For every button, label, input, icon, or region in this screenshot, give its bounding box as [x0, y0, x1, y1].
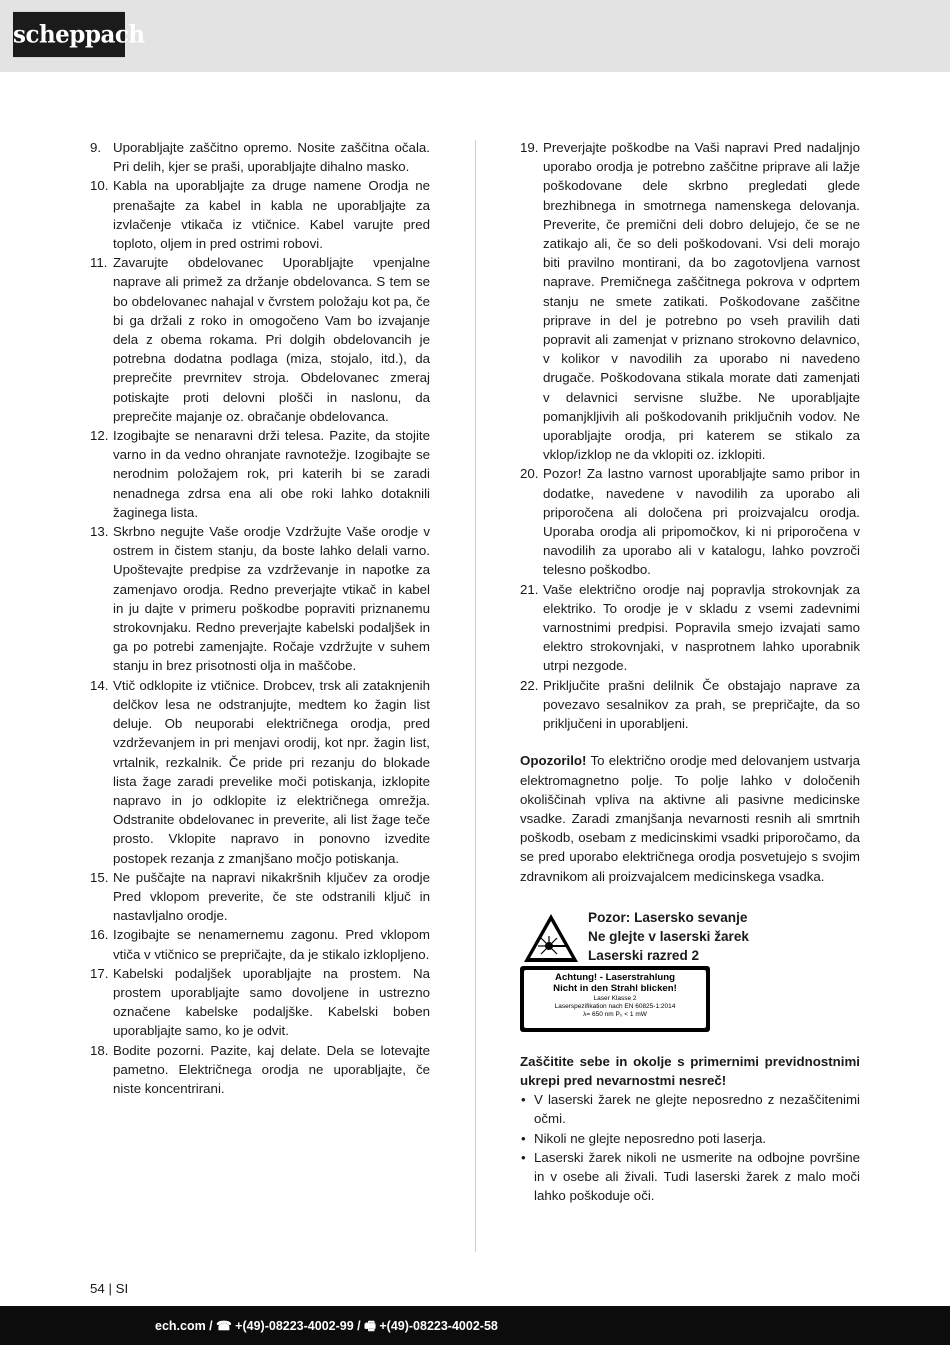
left-column [90, 138, 430, 1098]
list-item: • V laserski žarek ne glejte neposredno z nezaščitenimi očmi. [520, 1090, 860, 1128]
list-item: 15. Ne puščajte na napravi nikakršnih ključev za orodje Pred vklopom preverite, če ste odstranili ključ in nastavljalno orodje. [90, 869, 430, 924]
list-item: 18. Bodite pozorni. Pazite, kaj delate. Dela se lotevajte pametno. Električnega orodja ne uporabljajte, če niste koncentrirani. [90, 1042, 430, 1096]
header-band [0, 0, 950, 72]
page-number: 54 | SI [90, 1281, 129, 1296]
warning-text: To električno orodje med delovanjem ustvarja elektromagnetno polje. To polje lahko v določenih okoliščinah vpliva na aktivne ali pasivne medicinske vsadke. Zaradi zmanjšanja nevarnosti resnih ali smrtnih poškodb, osebam z medicinskimi vsadki priporočamo, da se pred uporabo električnega orodja posvetujejo s svojim zdravnikom ali proizvajalcem medicinskega vsadka. [520, 753, 860, 884]
laser-warning-block [520, 908, 860, 1040]
list-item: 21. Vaše električno orodje naj popravlja strokovnjak za elektriko. To orodje je v skladu z vsemi zadevnimi varnostnimi predpisi. Popravila smejo izvajati samo elektro strokovnjaki, v nasprotnem lahko uporabnik utrpi nezgode. [520, 581, 860, 674]
list-item: • Laserski žarek nikoli ne usmerite na odbojne površine in v osebe ali živali. Tudi laserski žarek z malo moči lahko poškoduje oči. [520, 1148, 860, 1206]
protect-heading: Zaščitite sebe in okolje s primernimi previdnostnimi ukrepi pred nevarnostmi nesreč! [520, 1053, 860, 1088]
right-list [520, 138, 860, 733]
laser-hazard-icon [522, 912, 580, 964]
list-item: • Nikoli ne glejte neposredno poti laserja. [520, 1129, 860, 1148]
list-item: 17. Kabelski podaljšek uporabljajte na prostem. Na prostem uporabljajte samo dovoljene in ustrezno označene kabelske podaljške. Kabelski boben uporabljajte samo, ko je odvit. [90, 965, 430, 1039]
list-item: 13. Skrbno negujte Vaše orodje Vzdržujte Vaše orodje v ostrem in čistem stanju, da boste lahko delali varno. Upoštevajte predpise za vzdrževanje in napotke za zamenjavo orodja. Redno preverjajte vtikač in kabel in ju dajte v primeru poškodbe popraviti priznanemu strokovnjaku. Redno preverjajte kabelski podaljšek in ga po potrebi zamenjajte. Ročaje vzdržujte v suhem stanju in brez prisotnosti olja in maščobe. [90, 524, 430, 674]
footer-bar [0, 1306, 950, 1345]
protect-list [520, 1090, 860, 1205]
footer-contact: ech.com / ☎ +(49)-08223-4002-99 / 🖷 +(49)-08223-4002-58 [155, 1319, 498, 1333]
list-item: 19. Preverjajte poškodbe na Vaši napravi Pred nadaljnjo uporabo orodja je potrebno zaščitne priprave ali lažje poškodovane dele skrbno pregledati glede brezhibnega in smotrnega namenskega delovanja. Preverite, če premični deli dobro delujejo, če se ne zatikajo ali, če so deli poškodovani. Vsi deli morajo biti pravilno montirani, da bo zagotovljena varnost naprave. Premičnega zaščitnega pokrova v odprtem stanju ne smete zatikati. Poškodovane zaščitne priprave in del je potrebno po vseh pravilih dati popravit ali zamenjat v priznano strokovno delavnico, v kolikor v navodilih za uporabo ni navedeno drugače. Poškodovana stikala morate dati zamenjati v delavnici servisne službe. Ne uporabljajte pomanjkljivih ali poškodovanih priključnih vodov. Ne uporabljajte orodja, pri katerem se stikalo za vklop/izklop ne da vklopiti oz. izklopiti. [520, 140, 860, 463]
list-item: 10. Kabla na uporabljajte za druge namene Orodja ne prenašajte za kabel in kabla ne uporabljajte za izvlačenje vtikača iz vtičnice. Kabel varujte pred toploto, oljem in pred ostrimi robovi. [90, 178, 430, 252]
right-column [520, 138, 860, 1205]
brand-logo: scheppach [13, 12, 125, 57]
laser-title: Pozor: Lasersko sevanje Ne glejte v laserski žarek Laserski razred 2 [588, 909, 749, 963]
list-item: 22. Priključite prašni delilnik Če obstajajo naprave za povezavo sesalnikov za prah, se prepričajte, da so priključeni in uporabljeni. [520, 677, 860, 732]
list-item: 16. Izogibajte se nenamernemu zagonu. Pred vklopom vtiča v vtičnico se prepričajte, da je stikalo izklopljeno. [90, 927, 430, 962]
list-item: 12. Izogibajte se nenaravni drži telesa. Pazite, da stojite varno in da vedno ohranjate ravnotežje. Izogibajte se nerodnim položajem rok, pri katerih bi se zaradi nenadnega zdrsa ena ali obe roki lahko dotaknili žaginega lista. [90, 428, 430, 520]
list-item: 14. Vtič odklopite iz vtičnice. Drobcev, trsk ali zataknjenih delčkov lesa ne odstranjujte, medtem ko žagin list deluje. Ob neuporabi električnega orodja, pred vzdrževanjem in pri menjavi orodij, kot npr. žagin list, vrtalnik, rezkalnik. Če pride pri rezanju do blokade lista žage zaradi prevelike moči potiskanja, izklopite napravo in jo odklopite iz električnega omrežja. Odstranite obdelovanec in preverite, ali list žage teče prosto. Vklopite napravo in ponovno izvedite postopek rezanja z zmanjšano močjo potiskanja. [90, 677, 430, 866]
list-item: 11. Zavarujte obdelovanec Uporabljajte vpenjalne naprave ali primež za držanje obdelovanca. S tem se bo obdelovanec nahajal v čvrstem položaju kot pa, če bi ga držali z roko in omogočeno Vam bo izvajanje dela z obema rokama. Pri dolgih obdelovancih je potrebna dodatna podlaga (miza, stojalo, itd.), da preprečite prevrnitev stroja. Obdelovanec zmeraj potiskajte proti delovni plošči in naslonu, da preprečite majanje oz. obračanje obdelovanca. [90, 255, 430, 424]
left-list [90, 138, 430, 1098]
list-item: 20. Pozor! Za lastno varnost uporabljajte samo pribor in dodatke, navedene v navodilih za uporabo ali priporočena ali določena pri proizvajalcu orodja. Uporaba orodja ali pripomočkov, ki ni priporočena v navodilih za uporabo ali v katalogu, lahko povzroči telesno poškodbo. [520, 466, 860, 578]
list-item: 9. Uporabljajte zaščitno opremo. Nosite zaščitna očala. Pri delih, kjer se praši, uporabljajte dihalno masko. [90, 140, 430, 175]
laser-class-label: Achtung! - Laserstrahlung Nicht in den Strahl blicken! Laser Klasse 2 Laserspezifikation nach EN 60825-1:2014 λ= 650 nm P₀ < 1 mW [520, 966, 710, 1032]
warning-label: Opozorilo! [520, 753, 587, 769]
emf-warning [520, 751, 860, 885]
column-divider [475, 140, 476, 1252]
